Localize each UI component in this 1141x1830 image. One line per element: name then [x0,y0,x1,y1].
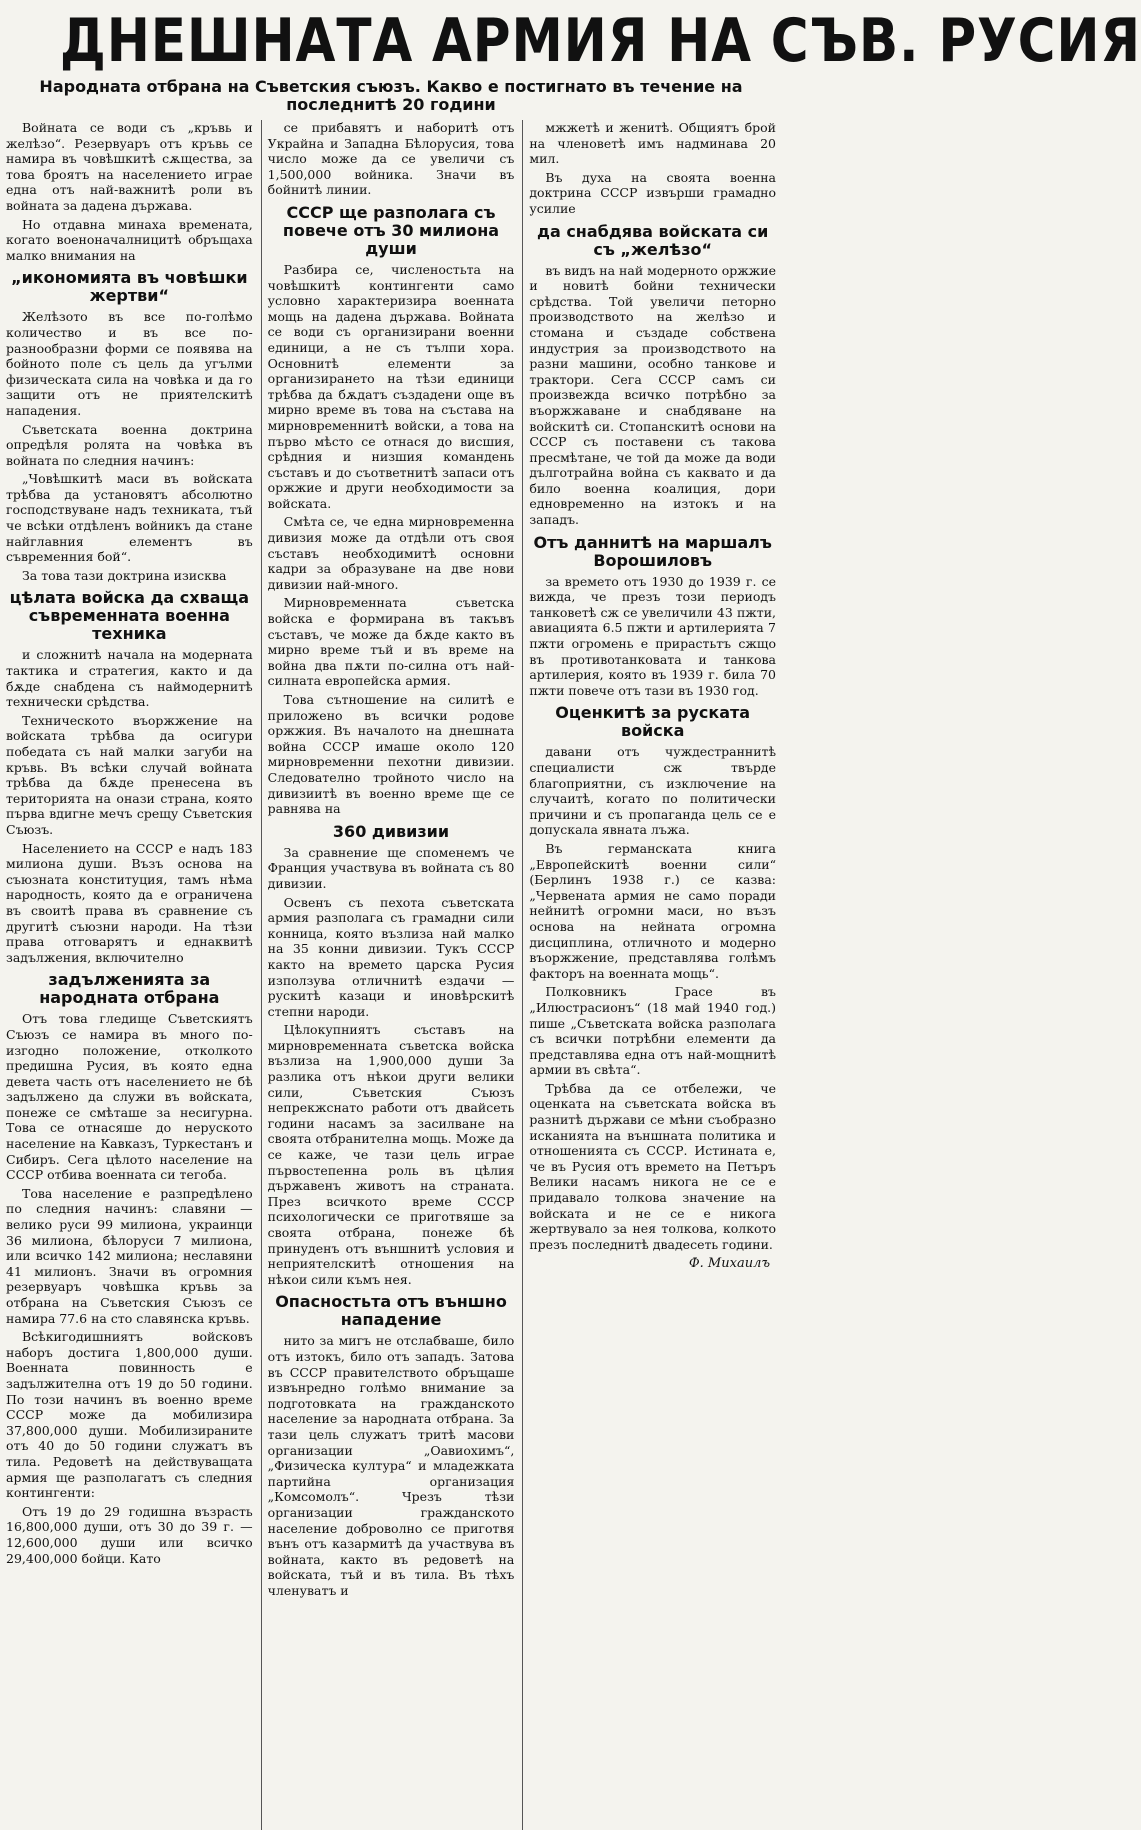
paragraph: За сравнение ще споменемъ че Франция участвува въ войната съ 80 дивизии. [267,844,515,891]
paragraph: Въ германската книга „Европейскитѣ военни сили“ (Берлинъ 1938 г.) се казва: „Червената армия не само поради нейнитѣ огромни маси, но възъ основа на нейната огромна дисциплина, отличното и модерно въоржжение, представлява голѣмъ факторъ на военната мощь“. [529,840,777,981]
paragraph: давани отъ чуждестраннитѣ специалисти сж твърде благоприятни, съ изключение на случаитѣ, когато по политически причини и съ пропаганда цель се е допускала явната лъжа. [529,744,777,838]
paragraph: Въ духа на своята военна доктрина СССР извърши грамадно усилие [529,169,777,216]
subheadline: Народната отбрана на Съветския съюзъ. Какво е постигнато въ течение на последнитѣ 20 години [39,77,743,114]
paragraph: Трѣбва да се отбележи, че оценката на съветската войска въ разнитѣ държави се мѣни съобразно исканията на външната политика и отношенията съ СССР. Истината е, че въ Русия отъ времето на Петъръ Велики насамъ никога не се е придавало толкова значение на войската и не се е никога жертвувало за нея толкова, колкото презъ последнитѣ двадесеть години. [529,1080,777,1252]
paragraph: Мирновременната съветска войска е формирана въ такъвъ съставъ, че може да бѫде както въ мирно време тъй и въ време на война два пѫти по-силна отъ най-силната европейска армия. [267,595,515,689]
paragraph: Всѣкигодишниятъ войсковъ наборъ достига 1,800,000 души. Военната повинность е задължителна отъ 19 до 50 години. По този начинъ въ военно време СССР може да мобилизира 37,800,000 души. Мобилизираните отъ 40 до 50 години служатъ въ тила. Редоветѣ на действуващата армия ще разполагатъ съ следния контингенти: [6,1329,253,1501]
paragraph: Цѣлокупниятъ съставъ на мирновременната съветска войска възлиза на 1,900,000 души За разлика отъ нѣкои други велики сили, Съветския Съюзъ непрекжснато работи отъ двайсеть години насамъ за засилване на своята отбранителна мощь. Може да се каже, че тази цель играе първостепенна роль въ цѣлия държавенъ животъ на страната. През всичкото време СССР психологически се приготвяше за своята отбрана, понеже бѣ принуденъ отъ външнитѣ условия и неприятелскитѣ отношения на нѣкои сили къмъ нея. [267,1022,515,1287]
column-1 [6,120,253,1830]
section-heading: „икономията въ човѣшки жертви“ [11,268,248,306]
paragraph: „Човѣшкитѣ маси въ войската трѣбва да установятъ абсолютно господствуване надъ техниката, тъй че всѣки отдѣленъ войникъ да стане найглавния елементъ въ съвременния бой“. [6,471,253,565]
paragraph: Населението на СССР е надъ 183 милиона души. Възъ основа на съюзната конституция, тамъ нѣма народность, която да е ограничена въ своитѣ права въ сравнение съ другитѣ съюзни народи. На тѣзи права отговарятъ и еднаквитѣ задължения, включително [6,840,253,965]
section-heading: СССР ще разполага съ повече отъ 30 милиона души [282,202,500,258]
paragraph: нито за мигъ не отслабваше, било отъ изтокъ, било отъ западъ. Затова въ СССР правителството обръщаше извънредно голѣмо внимание за подготовката на гражданското население за народната отбрана. За тази цель служатъ тритѣ масови организации „Оавиохимъ“, „Физическа култура“ и младежката партийна организация „Комсомолъ“. Чрезъ тѣзи организации гражданското население доброволно се приготвя вънъ отъ казармитѣ да участвува въ войната, както въ редоветѣ на войската, тъй и въ тила. Въ тѣхъ членуватъ и [267,1333,515,1598]
section-heading: да снабдява войската си съ „желѣзо“ [537,221,769,259]
paragraph: въ видъ на най модерното оржжие и новитѣ бойни технически срѣдства. Той увеличи петорно производството на желѣзо и стомана и създаде собствена индустрия за производството на разни машини, особно танкове и трактори. Сега СССР самъ си произвежда всичко потрѣбно за въоржжаване и снабдяване на войскитѣ си. Стопанскитѣ основи на СССР съ поставени съ такова пресмѣтане, че той да може да води дълготрайна война съ каквато и да било военна коалиция, дори едновременно на изтокъ и на западъ. [529,262,777,528]
paragraph: Но отдавна минаха времената, когато военоначалницитѣ обръщаха малко внимания на [6,216,253,263]
paragraph: се прибавятъ и наборитѣ отъ Украйна и Западна Бѣлорусия, това число може да се увеличи съ 1,500,000 войника. Значи въ бойнитѣ линии. [267,120,515,198]
paragraph: мжжетѣ и женитѣ. Общиятъ брой на членоветѣ имъ надминава 20 мил. [529,120,777,167]
author-signature: Ф. Михаилъ [688,1256,771,1272]
paragraph: Техническото въоржжение на войската трѣбва да осигури победата съ най малки загуби на кръвь. Въ всѣки случай войната трѣбва да бѫде пренесена въ територията на онази страна, която първа вдигне мечъ срещу Съветския Съюзъ. [6,712,253,837]
paragraph: за времето отъ 1930 до 1939 г. се вижда, че презъ този периодъ танковетѣ сж се увеличили 43 пжти, авиацията 6.5 пжти и артилерията 7 пжти огромень е прирастьтъ сжщо въ противотанковата и танкова артилерия, която въ 1939 г. била 70 пжти повече отъ тази въ 1930 год. [529,573,777,698]
section-heading: Опасностьта отъ външно нападение [275,1292,507,1330]
section-heading: Оценкитѣ за руската войска [555,703,751,741]
paragraph: Войната се води съ „кръвь и желѣзо“. Резервуаръ отъ кръвь се намира въ човѣшкитѣ сѫщества, за това броятъ на населението играе една отъ най-важнитѣ роли въ войната за дадена държава. [6,120,253,213]
section-heading: задълженията за народната отбрана [39,970,220,1008]
paragraph: Освенъ съ пехота съветската армия разполага съ грамадни сили конница, която възлиза най малко на 35 конни дивизии. Тукъ СССР както на времето царска Русия използува отличнитѣ ездачи — рускитѣ казаци и иновѣрскитѣ степни народи. [267,894,515,1019]
section-heading: 360 дивизии [332,821,450,841]
column-3 [522,120,776,1830]
section-heading: Отъ даннитѣ на маршалъ Ворошиловъ [533,532,772,570]
paragraph: Това сътношение на силитѣ е приложено въ всички родове оржжия. Въ началото на днешната война СССР имаше около 120 мирновременни пехотни дивизии. Следователно тройното число на дивизиитѣ въ военно време ще се равнява на [267,692,515,817]
section-heading: цѣлата войска да схваща съвременната военна техника [9,588,249,644]
paragraph: Разбира се, численостьта на човѣшкитѣ контингенти само условно характеризира военната мощь на дадена държава. Войната се води съ организирани военни единици, а не съ тълпи хора. Основнитѣ елементи за организирането на тѣзи единици трѣбва да бѫдатъ създадени още въ мирно време въ това на състава на мирновременнитѣ войски, а това на първо мѣсто се отнася до висшия, срѣдния и низшия командень съставъ и до съответнитѣ запаси отъ оржжие и други необходимости за войската. [267,261,515,511]
paragraph: Полковникъ Грасе въ „Илюстрасионъ“ (18 май 1940 год.) пише „Съветската войска разполага съ всички потрѣбни елементи да представлява една отъ най-мощнитѣ армии въ свѣта“. [529,984,777,1078]
paragraph: Смѣта се, че една мирновременна дивизия може да отдѣли отъ своя съставъ необходимитѣ основни кадри за образуване на две нови дивизии най-много. [267,514,515,592]
paragraph: Съветската военна доктрина опредѣля ролята на човѣка въ войната по следния начинъ: [6,421,253,468]
paragraph: Това население е разпредѣлено по следния начинъ: славяни — велико руси 99 милиона, украинци 36 милиона, бѣлоруси 7 милиона, или всичко 142 милиона; неславяни 41 милионъ. Значи въ огромния резервуаръ човѣшка кръвь за отбрана на Съветския Съюзъ се намира 77.6 на сто славянска кръвь. [6,1185,253,1326]
paragraph: Отъ това гледище Съветскиятъ Съюзъ се намира въ много по-изгодно положение, отколкото предишна Русия, въ която една девета часть отъ населението не бѣ задължено да служи въ войската, понеже се смѣташе за несигурна. Това се отнасяше до неруското население на Кавказъ, Туркестанъ и Сибиръ. Сега цѣлото население на СССР отбива военната си тегоба. [6,1011,253,1183]
headline: ДНЕШНАТА АРМИЯ НА СЪВ. РУСИЯ [59,6,1141,76]
paragraph: Отъ 19 до 29 годишна възрасть 16,800,000 души, отъ 30 до 39 г. — 12,600,000 души или всичко 29,400,000 бойци. Като [6,1503,253,1566]
paragraph: За това тази доктрина изисква [22,567,227,583]
paragraph: и сложнитѣ начала на модерната тактика и стратегия, както и да бѫде снабдена съ наймодернитѣ технически срѣдства. [6,647,253,710]
paragraph: Желѣзото въ все по-голѣмо количество и въ все по-разнообразни форми се появява на бойното поле съ цель да угълми физическата сила на човѣка и да го защити отъ не приятелскитѣ нападения. [6,309,253,418]
article-columns [6,120,776,1830]
column-2 [261,120,515,1830]
